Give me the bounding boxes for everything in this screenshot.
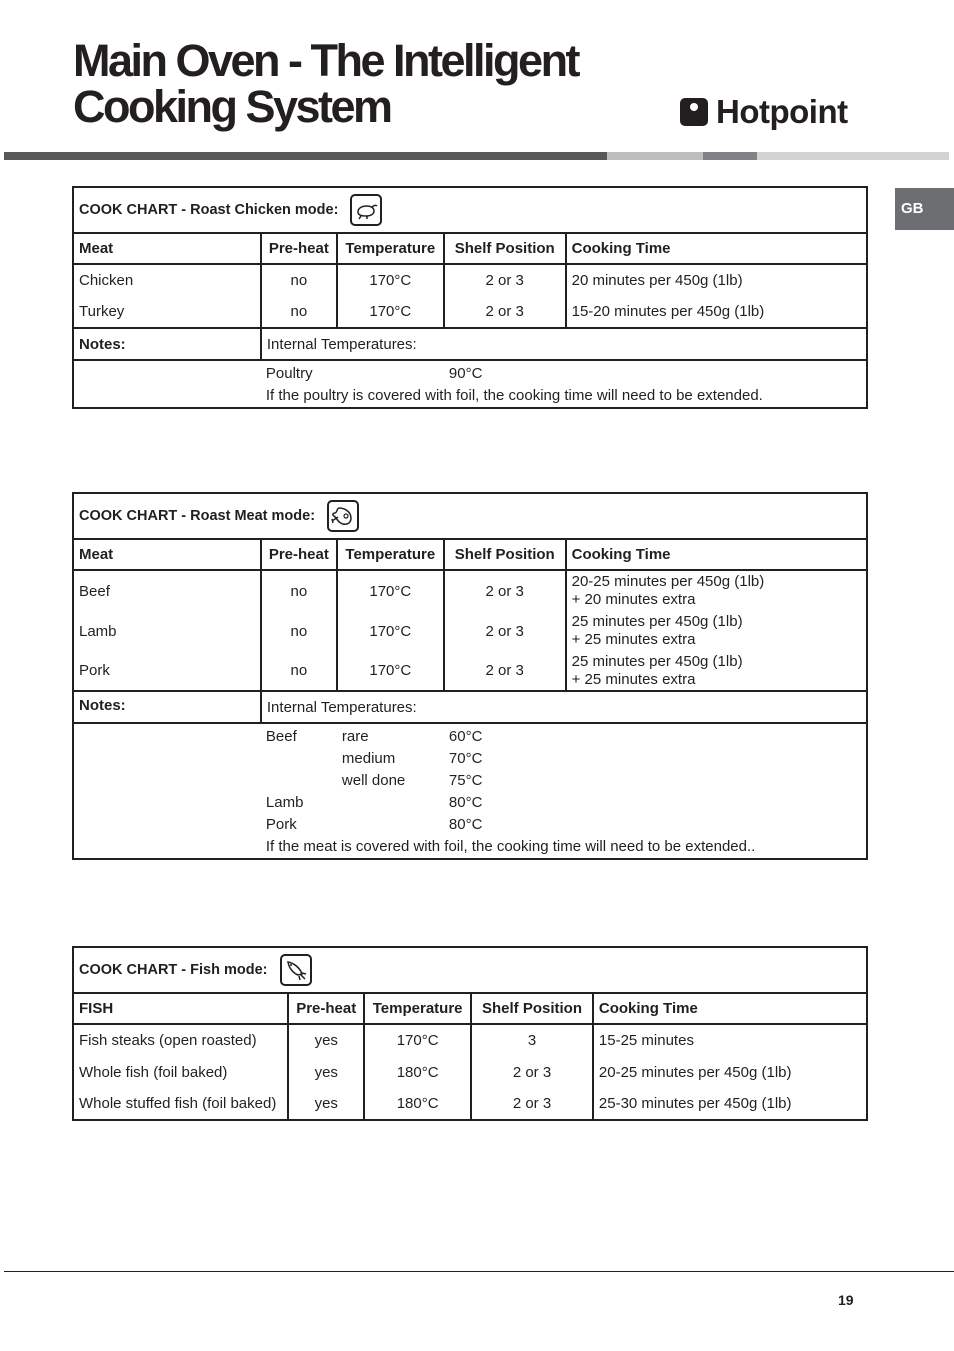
meat-cell: Chicken <box>73 264 261 296</box>
shelf-cell: 2 or 3 <box>444 611 566 651</box>
shelf-cell: 2 or 3 <box>471 1088 593 1120</box>
meat-cell: Turkey <box>73 296 261 328</box>
chart-title: COOK CHART - Fish mode: <box>79 961 268 978</box>
fish-cell: Whole stuffed fish (foil baked) <box>73 1088 288 1120</box>
cooking-time-cell <box>566 651 867 691</box>
cooking-time-extra: + 25 minutes extra <box>571 631 696 648</box>
col-header-preheat: Pre-heat <box>288 993 364 1024</box>
temperature-cell: 170°C <box>337 651 444 691</box>
header-divider-light-1 <box>607 152 703 160</box>
temperature-cell: 170°C <box>364 1024 471 1056</box>
chart-title-cell <box>73 493 867 539</box>
temp-doneness: well done <box>341 772 406 789</box>
temperature-cell: 180°C <box>364 1056 471 1088</box>
col-header-shelf: Shelf Position <box>444 233 566 264</box>
col-header-cooking-time: Cooking Time <box>566 539 867 570</box>
shelf-cell: 2 or 3 <box>444 651 566 691</box>
col-header-cooking-time: Cooking Time <box>593 993 867 1024</box>
preheat-cell: yes <box>288 1024 364 1056</box>
temperature-cell: 170°C <box>337 296 444 328</box>
temp-doneness: rare <box>341 728 369 745</box>
header-divider-mid <box>703 152 757 160</box>
meat-cook-chart <box>72 492 868 860</box>
cooking-time-cell <box>566 570 867 611</box>
notes-body <box>261 723 867 859</box>
notes-spacer <box>73 723 261 859</box>
notes-heading: Internal Temperatures: <box>261 691 867 723</box>
cooking-time-line: 20-25 minutes per 450g (1lb) <box>571 573 765 590</box>
temperature-cell: 170°C <box>337 264 444 296</box>
preheat-cell: no <box>261 570 337 611</box>
col-header-shelf: Shelf Position <box>444 539 566 570</box>
cooking-time-cell <box>566 611 867 651</box>
col-header-meat: Meat <box>73 233 261 264</box>
page-title-line2: Cooking System <box>73 81 391 132</box>
cooking-time-cell: 15-20 minutes per 450g (1lb) <box>566 296 867 328</box>
poultry-temp: 90°C <box>448 365 483 382</box>
preheat-cell: no <box>261 651 337 691</box>
preheat-cell: no <box>261 296 337 328</box>
notes-footer: If the poultry is covered with foil, the cooking time will need to be extended. <box>265 387 763 404</box>
cooking-time-cell: 25-30 minutes per 450g (1lb) <box>593 1088 867 1120</box>
table-row <box>73 1088 867 1120</box>
table-row <box>73 1024 867 1056</box>
cooking-time-extra: + 20 minutes extra <box>571 591 696 608</box>
table-row <box>73 1056 867 1088</box>
preheat-cell: no <box>261 264 337 296</box>
shelf-cell: 2 or 3 <box>471 1056 593 1088</box>
header-divider-dark <box>4 152 607 160</box>
meat-cell: Pork <box>73 651 261 691</box>
notes-spacer <box>73 360 261 408</box>
temperature-cell: 170°C <box>337 570 444 611</box>
temp-value: 60°C <box>448 728 483 745</box>
poultry-label: Poultry <box>265 365 313 382</box>
col-header-temperature: Temperature <box>337 233 444 264</box>
col-header-shelf: Shelf Position <box>471 993 593 1024</box>
col-header-preheat: Pre-heat <box>261 233 337 264</box>
notes-footer: If the meat is covered with foil, the cooking time will need to be extended.. <box>265 838 756 855</box>
notes-label: Notes: <box>73 691 261 723</box>
footer-divider <box>4 1271 954 1272</box>
preheat-cell: yes <box>288 1088 364 1120</box>
roast-meat-icon <box>327 500 359 532</box>
shelf-cell: 2 or 3 <box>444 296 566 328</box>
header-divider-light-2 <box>757 152 949 160</box>
temp-meat: Lamb <box>265 794 304 811</box>
hotpoint-logo-icon <box>680 98 708 126</box>
cooking-time-cell: 15-25 minutes <box>593 1024 867 1056</box>
chart-title-cell <box>73 187 867 233</box>
fish-icon <box>280 954 312 986</box>
cooking-time-line: 25 minutes per 450g (1lb) <box>571 613 743 630</box>
cooking-time-cell: 20-25 minutes per 450g (1lb) <box>593 1056 867 1088</box>
col-header-fish: FISH <box>73 993 288 1024</box>
col-header-meat: Meat <box>73 539 261 570</box>
table-row <box>73 651 867 691</box>
temp-value: 70°C <box>448 750 483 767</box>
temp-value: 75°C <box>448 772 483 789</box>
temp-doneness: medium <box>341 750 396 767</box>
temp-value: 80°C <box>448 816 483 833</box>
shelf-cell: 2 or 3 <box>444 264 566 296</box>
fish-cell: Whole fish (foil baked) <box>73 1056 288 1088</box>
chart-title: COOK CHART - Roast Chicken mode: <box>79 201 339 218</box>
col-header-temperature: Temperature <box>337 539 444 570</box>
cooking-time-line: 25 minutes per 450g (1lb) <box>571 652 743 670</box>
chart-title-cell <box>73 947 867 993</box>
meat-cell: Beef <box>73 570 261 611</box>
shelf-cell: 3 <box>471 1024 593 1056</box>
table-row <box>73 570 867 611</box>
temp-value: 80°C <box>448 794 483 811</box>
temperature-cell: 180°C <box>364 1088 471 1120</box>
page-title-line1: Main Oven - The Intelligent <box>73 35 579 86</box>
preheat-cell: no <box>261 611 337 651</box>
page-title <box>73 35 579 132</box>
table-row <box>73 264 867 296</box>
chicken-cook-chart <box>72 186 868 409</box>
page-number: 19 <box>838 1292 854 1308</box>
table-row <box>73 611 867 651</box>
table-row <box>73 296 867 328</box>
language-tab: GB <box>895 188 954 230</box>
notes-body <box>261 360 867 408</box>
preheat-cell: yes <box>288 1056 364 1088</box>
chart-title: COOK CHART - Roast Meat mode: <box>79 507 316 524</box>
temp-meat: Pork <box>265 816 297 833</box>
fish-cell: Fish steaks (open roasted) <box>73 1024 288 1056</box>
col-header-cooking-time: Cooking Time <box>566 233 867 264</box>
shelf-cell: 2 or 3 <box>444 570 566 611</box>
temperature-cell: 170°C <box>337 611 444 651</box>
brand-name: Hotpoint <box>716 93 848 130</box>
brand-logo <box>680 93 848 131</box>
col-header-preheat: Pre-heat <box>261 539 337 570</box>
meat-cell: Lamb <box>73 611 261 651</box>
cooking-time-cell: 20 minutes per 450g (1lb) <box>566 264 867 296</box>
notes-heading: Internal Temperatures: <box>261 328 867 360</box>
temp-meat: Beef <box>265 728 297 745</box>
notes-label: Notes: <box>73 328 261 360</box>
roast-chicken-icon <box>350 194 382 226</box>
fish-cook-chart <box>72 946 868 1121</box>
cooking-time-extra: + 25 minutes extra <box>571 670 696 688</box>
col-header-temperature: Temperature <box>364 993 471 1024</box>
